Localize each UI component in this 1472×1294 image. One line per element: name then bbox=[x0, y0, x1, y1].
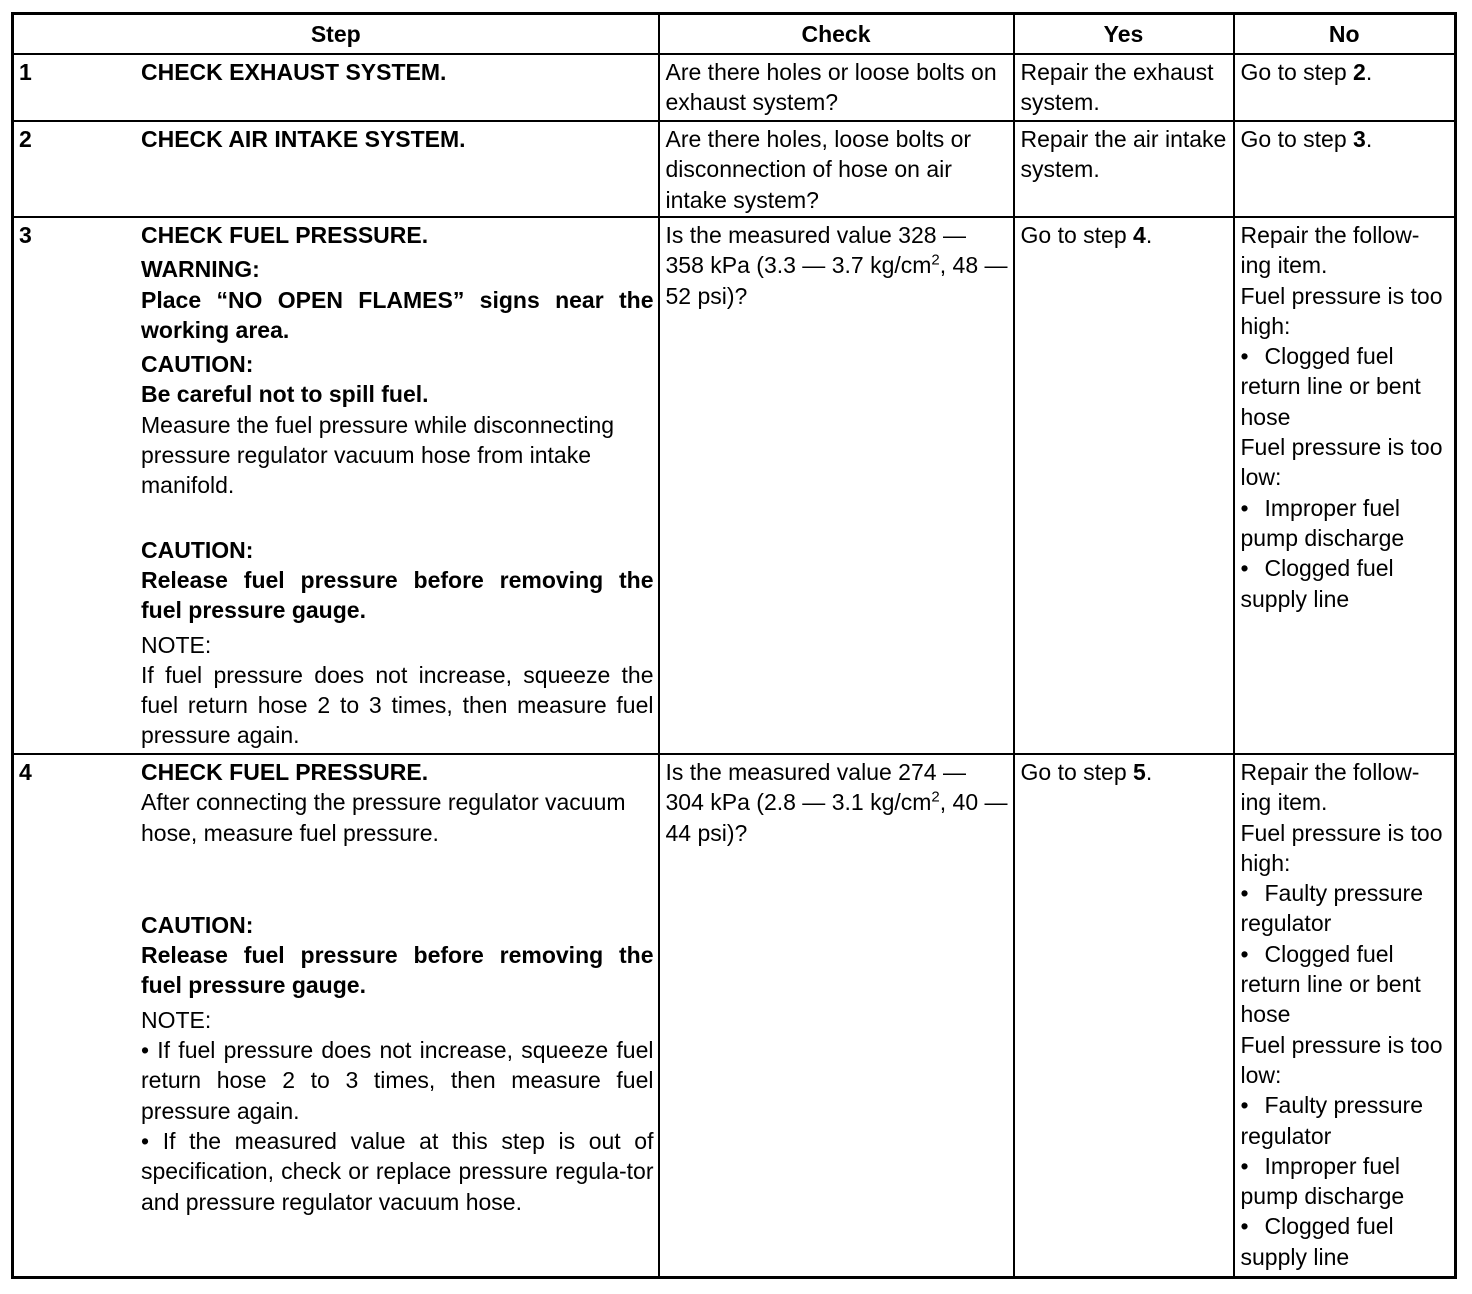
step-number: 3 bbox=[19, 222, 32, 248]
instruction-text: Measure the fuel pressure while disconnecting pressure regulator vacuum hose from intake manifold. bbox=[141, 411, 615, 499]
note-item-text: If fuel pressure does not increase, squeeze fuel return hose 2 to 3 times, then measure fuel pressure again. bbox=[141, 1037, 654, 1124]
superscript: 2 bbox=[931, 788, 940, 806]
no-high-heading: Fuel pressure is too high: bbox=[1240, 282, 1443, 339]
note-item bbox=[141, 1035, 654, 1126]
check-text-end: , 48 — 52 psi)? bbox=[665, 252, 1008, 309]
warning-text: Place “NO OPEN FLAMES” signs near the working area. bbox=[141, 286, 654, 343]
table-row bbox=[13, 121, 1456, 217]
step-ref: 4 bbox=[1133, 222, 1146, 248]
superscript: 2 bbox=[931, 251, 940, 269]
table-row bbox=[13, 54, 1456, 121]
step-cell bbox=[13, 121, 659, 217]
note-text: If fuel pressure does not increase, squeeze the fuel return hose 2 to 3 times, then measure fuel pressure again. bbox=[141, 661, 654, 749]
yes-cell: Repair the exhaust system. bbox=[1014, 54, 1234, 121]
no-text: Go to step bbox=[1240, 126, 1354, 152]
no-text-end: . bbox=[1365, 126, 1373, 152]
list-item: • Clogged fuel return line or bent hose bbox=[1241, 939, 1451, 1030]
no-text: Go to step bbox=[1240, 59, 1354, 85]
no-high-heading: Fuel pressure is too high: bbox=[1240, 819, 1443, 876]
header-yes: Yes bbox=[1014, 14, 1234, 55]
step-ref: 5 bbox=[1133, 759, 1146, 785]
diagnostic-table bbox=[11, 12, 1457, 1279]
caution-text: Be careful not to spill fuel. bbox=[141, 381, 429, 408]
bullet: • bbox=[141, 1037, 158, 1064]
step-cell bbox=[13, 217, 659, 754]
yes-cell bbox=[1014, 217, 1234, 754]
yes-text: Go to step bbox=[1020, 222, 1134, 248]
header-no: No bbox=[1234, 14, 1456, 55]
list-item: • Clogged fuel return line or bent hose bbox=[1241, 341, 1451, 432]
check-cell: Are there holes or loose bolts on exhaust system? bbox=[659, 54, 1014, 121]
step-title: CHECK FUEL PRESSURE. bbox=[141, 759, 429, 785]
caution-label: CAUTION: bbox=[141, 536, 254, 563]
caution-label: CAUTION: bbox=[141, 911, 254, 938]
list-item: • Clogged fuel supply line bbox=[1241, 553, 1451, 614]
list-item: • Faulty pressure regulator bbox=[1241, 1090, 1451, 1151]
step-ref: 3 bbox=[1353, 126, 1366, 152]
check-cell: Are there holes, loose bolts or disconnection of hose on air intake system? bbox=[659, 121, 1014, 217]
check-cell bbox=[659, 754, 1014, 1278]
header-check: Check bbox=[659, 14, 1014, 55]
step-number: 4 bbox=[19, 759, 32, 785]
list-item: • Improper fuel pump discharge bbox=[1241, 493, 1451, 554]
no-intro: Repair the follow-ing item. bbox=[1240, 222, 1420, 279]
step-ref: 2 bbox=[1353, 59, 1366, 85]
check-cell bbox=[659, 217, 1014, 754]
list-item: • Faulty pressure regulator bbox=[1241, 878, 1451, 939]
yes-text-end: . bbox=[1145, 759, 1153, 785]
no-low-heading: Fuel pressure is too low: bbox=[1240, 434, 1443, 491]
bullet: • bbox=[141, 1127, 163, 1154]
no-low-heading: Fuel pressure is too low: bbox=[1240, 1031, 1443, 1088]
check-text: Is the measured value 274 — 304 kPa (2.8 — 3.1 kg/cm bbox=[665, 759, 966, 816]
step-title: CHECK EXHAUST SYSTEM. bbox=[141, 59, 447, 85]
warning-label: WARNING: bbox=[141, 256, 260, 283]
step-title: CHECK AIR INTAKE SYSTEM. bbox=[141, 126, 466, 152]
yes-text: Go to step bbox=[1020, 759, 1134, 785]
header-step: Step bbox=[13, 14, 659, 55]
step-number: 2 bbox=[19, 126, 32, 152]
instruction-text: After connecting the pressure regulator vacuum hose, measure fuel pressure. bbox=[141, 789, 626, 846]
step-cell bbox=[13, 54, 659, 121]
step-number: 1 bbox=[19, 59, 32, 85]
no-cell bbox=[1234, 754, 1456, 1278]
note-item bbox=[141, 1126, 654, 1217]
yes-cell bbox=[1014, 754, 1234, 1278]
header-row bbox=[13, 14, 1456, 55]
step-cell bbox=[13, 754, 659, 1278]
caution-label: CAUTION: bbox=[141, 351, 254, 378]
yes-text-end: . bbox=[1145, 222, 1153, 248]
note-label: NOTE: bbox=[141, 631, 212, 658]
table-row bbox=[13, 754, 1456, 1278]
caution-text: Release fuel pressure before removing the fuel pressure gauge. bbox=[141, 566, 654, 624]
step-title: CHECK FUEL PRESSURE. bbox=[141, 222, 429, 248]
note-item-text: If the measured value at this step is out of specification, check or replace pressure regula-tor and pressure regulator vacuum hose. bbox=[141, 1127, 654, 1215]
list-item: • Improper fuel pump discharge bbox=[1241, 1151, 1451, 1212]
table-row bbox=[13, 217, 1456, 754]
check-text-end: , 40 — 44 psi)? bbox=[665, 789, 1008, 846]
yes-cell: Repair the air intake system. bbox=[1014, 121, 1234, 217]
no-intro: Repair the follow-ing item. bbox=[1240, 759, 1420, 816]
note-label: NOTE: bbox=[141, 1006, 212, 1033]
list-item: • Clogged fuel supply line bbox=[1241, 1211, 1451, 1272]
no-cell bbox=[1234, 54, 1456, 121]
no-cell bbox=[1234, 217, 1456, 754]
check-text: Is the measured value 328 — 358 kPa (3.3 — 3.7 kg/cm bbox=[665, 222, 966, 279]
no-cell bbox=[1234, 121, 1456, 217]
caution-text: Release fuel pressure before removing the fuel pressure gauge. bbox=[141, 942, 654, 999]
no-text-end: . bbox=[1365, 59, 1373, 85]
